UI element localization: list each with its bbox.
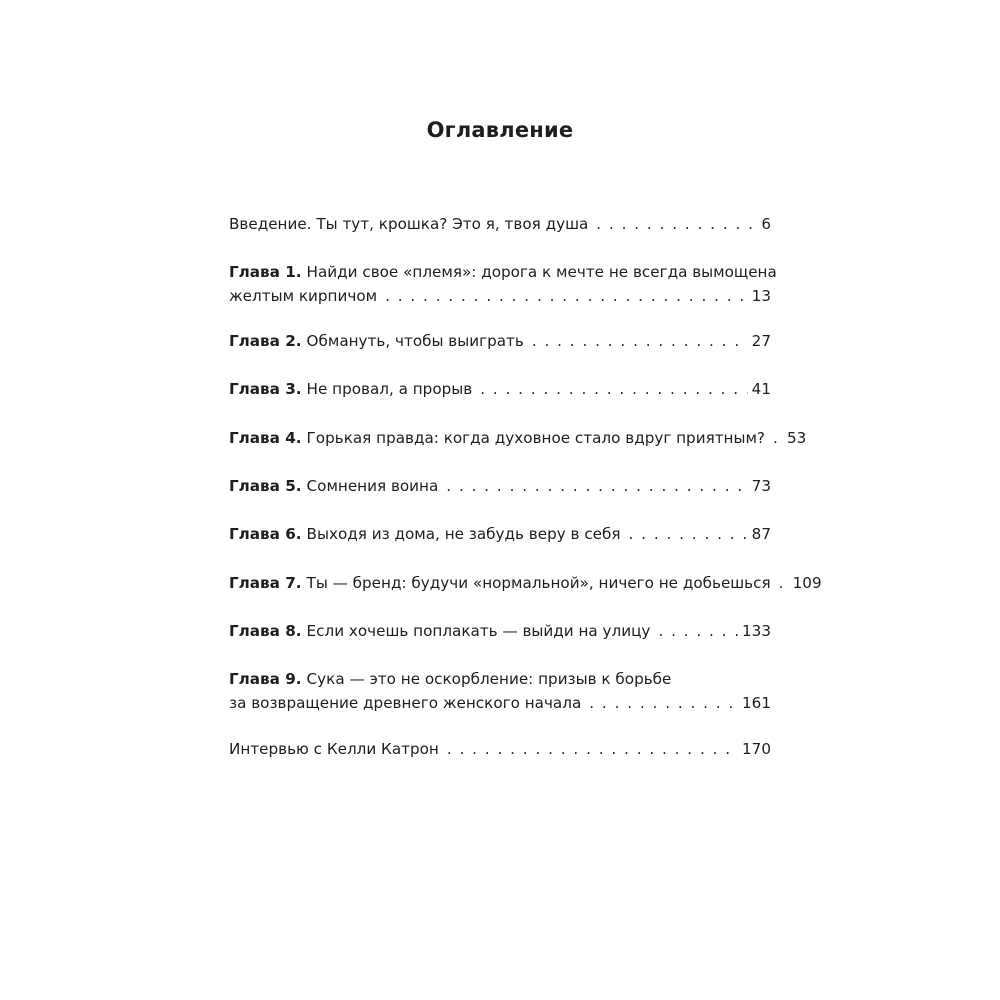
dot-leader [385, 284, 748, 308]
toc-chapter-label: Глава 6. [229, 525, 302, 543]
toc-entry-title: Не провал, а прорыв [306, 380, 473, 398]
toc-chapter-label: Глава 9. [229, 670, 302, 688]
dot-leader [480, 377, 747, 401]
toc-page-number: 73 [751, 477, 771, 495]
toc-entry-title: Сука — это не оскорбление: призыв к борьбе [306, 670, 672, 688]
toc-entry-chapter-7 [229, 571, 822, 595]
toc-entry-title: Выходя из дома, не забудь веру в себя [306, 525, 621, 543]
toc-entry-chapter-6 [229, 522, 771, 546]
toc-entry-introduction [229, 212, 771, 236]
dot-leader [447, 737, 738, 761]
toc-chapter-label: Глава 2. [229, 332, 302, 350]
toc-entry-title: Обмануть, чтобы выиграть [306, 332, 524, 350]
toc-page-number: 133 [742, 622, 771, 640]
dot-leader [773, 426, 783, 450]
toc-entry-chapter-3 [229, 377, 771, 401]
toc-page-number: 13 [751, 287, 771, 305]
toc-entry-chapter-1 [229, 260, 777, 308]
dot-leader [658, 619, 738, 643]
toc-entry-chapter-8 [229, 619, 771, 643]
toc-chapter-label: Глава 4. [229, 429, 302, 447]
dot-leader [596, 212, 757, 236]
toc-entry-title: Ты — бренд: будучи «нормальной», ничего не добьешься [306, 574, 771, 592]
toc-page-number: 161 [742, 694, 771, 712]
toc-entry-title: Горькая правда: когда духовное стало вдруг приятным? [306, 429, 765, 447]
dot-leader [779, 571, 789, 595]
toc-entry-title: Введение. Ты тут, крошка? Это я, твоя душа [229, 215, 589, 233]
toc-page-number: 87 [751, 525, 771, 543]
toc-page-number: 41 [751, 380, 771, 398]
toc-entry-title: Если хочешь поплакать — выйди на улицу [306, 622, 651, 640]
toc-chapter-label: Глава 8. [229, 622, 302, 640]
toc-page-number: 27 [751, 332, 771, 350]
toc-entry-interview [229, 737, 771, 761]
dot-leader [589, 691, 738, 715]
toc-page-number: 6 [761, 215, 771, 233]
toc-entry-chapter-2 [229, 329, 771, 353]
toc-entry-title: Интервью с Келли Катрон [229, 740, 439, 758]
dot-leader [532, 329, 748, 353]
dot-leader [629, 522, 748, 546]
toc-chapter-label: Глава 7. [229, 574, 302, 592]
toc-heading: Оглавление [426, 118, 574, 142]
toc-entry-title: Найди свое «племя»: дорога к мечте не всегда вымощена [306, 263, 777, 281]
toc-entry-chapter-4 [229, 426, 807, 450]
toc-page-number: 53 [787, 429, 807, 447]
toc-entry-chapter-5 [229, 474, 771, 498]
toc-page-number: 170 [742, 740, 771, 758]
toc-chapter-label: Глава 3. [229, 380, 302, 398]
dot-leader [446, 474, 747, 498]
toc-entry-title: Сомнения воина [306, 477, 439, 495]
toc-entry-title-continued: за возвращение древнего женского начала [229, 694, 582, 712]
toc-entry-chapter-9 [229, 667, 771, 715]
toc-chapter-label: Глава 5. [229, 477, 302, 495]
toc-page-number: 109 [792, 574, 822, 592]
toc-chapter-label: Глава 1. [229, 263, 302, 281]
toc-entry-title-continued: желтым кирпичом [229, 287, 378, 305]
